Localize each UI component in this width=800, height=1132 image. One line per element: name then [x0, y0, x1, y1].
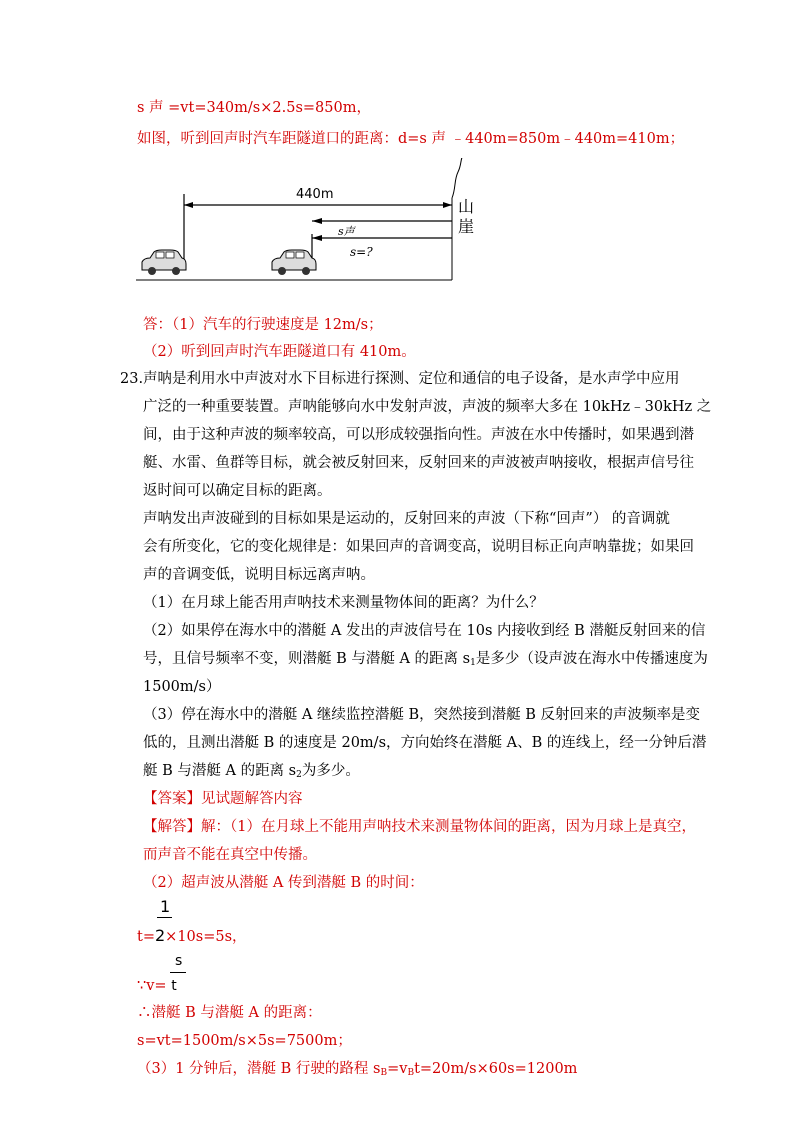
- analysis-line: 而声音不能在真空中传播。: [143, 847, 317, 863]
- answer-1: 答：（1）汽车的行驶速度是 12m/s；: [143, 317, 383, 333]
- q23-text: 声呐发出声波碰到的目标如果是运动的，反射回来的声波（下称“回声”） 的音调就: [143, 511, 670, 527]
- velocity-formula: ∵v= t: [137, 978, 177, 994]
- label-440m: 440m: [296, 187, 334, 202]
- fraction-numerator: s: [175, 953, 183, 969]
- car-icon: [272, 250, 316, 275]
- q23-text: 会有所变化，它的变化规律是：如果回声的音调变高，说明目标正向声呐靠拢；如果回: [143, 539, 694, 555]
- distance-result: s=vt=1500m/s×5s=7500m；: [137, 1033, 352, 1049]
- analysis-line: 【解答】解：（1）在月球上不能用声呐技术来测量物体间的距离，因为月球上是真空，: [143, 819, 696, 835]
- sub-question-3: （3）停在海水中的潜艇 A 继续监控潜艇 B，突然接到潜艇 B 反射回来的声波频率是变: [143, 707, 701, 723]
- analysis-step-3: （3）1 分钟后，潜艇 B 行驶的路程 $s_B=v_Bt=20m/s\times 60s=1200m$: [137, 1061, 578, 1078]
- fraction-bar: [170, 972, 186, 973]
- label-s-sound: s声: [338, 225, 355, 238]
- sub-question-3-cont: 低的，且测出潜艇 B 的速度是 20m/s，方向始终在潜艇 A、B 的连线上，经一分钟后潜: [143, 735, 707, 751]
- sub-question-2-cont: 号，且信号频率不变，则潜艇 B 与潜艇 A 的距离 $s_1$是多少（设声波在海水中传播速度为: [143, 651, 708, 668]
- fraction-numerator: 1: [160, 897, 171, 916]
- q23-text: 返时间可以确定目标的距离。: [143, 483, 332, 499]
- car-icon: [142, 250, 186, 275]
- answer-2: （2）听到回声时汽车距隧道口有 410m。: [143, 344, 416, 360]
- distance-formula: 如图，听到回声时汽车距隧道口的距离：d=s 声 ﹣440m=850m﹣440m=410m；: [137, 131, 685, 147]
- q23-text: 声的音调变低，说明目标远离声呐。: [143, 567, 375, 583]
- cliff-top: [452, 158, 464, 198]
- q23-text: 艇、水雷、鱼群等目标，就会被反射回来，反射回来的声波被声呐接收，根据声信号往: [143, 455, 694, 471]
- q23-text: 间，由于这种声波的频率较高，可以形成较强指向性。声波在水中传播时，如果遇到潜: [143, 427, 694, 443]
- question-number: 23.: [120, 371, 144, 387]
- label-mountain: 山: [458, 197, 475, 216]
- sub-question-3-cont: 艇 B 与潜艇 A 的距离 $s_2$为多少。: [143, 763, 360, 780]
- distance-intro: ∴潜艇 B 与潜艇 A 的距离：: [137, 1005, 322, 1021]
- label-cliff: 崖: [458, 217, 475, 236]
- fraction-bar: [157, 917, 172, 918]
- label-s-unknown: s=?: [350, 245, 373, 259]
- sub-question-1: （1）在月球上能否用声呐技术来测量物体间的距离？为什么？: [143, 595, 544, 611]
- echo-diagram: [136, 158, 496, 298]
- answer-tag: 【答案】见试题解答内容: [143, 791, 303, 807]
- sub-question-2-cont: 1500m/s）: [143, 679, 221, 695]
- q23-text: 声呐是利用水中声波对水下目标进行探测、定位和通信的电子设备，是水声学中应用: [143, 371, 680, 387]
- analysis-step-2: （2）超声波从潜艇 A 传到潜艇 B 的时间：: [143, 875, 424, 891]
- speed-formula: s 声 =vt=340m/s×2.5s=850m，: [137, 100, 371, 116]
- q23-text: 广泛的一种重要装置。声呐能够向水中发射声波，声波的频率大多在 10kHz﹣30kHz 之: [143, 399, 712, 415]
- sub-question-2: （2）如果停在海水中的潜艇 A 发出的声波信号在 10s 内接收到经 B 潜艇反射回来的信: [143, 623, 706, 639]
- time-formula: t=2×10s=5s，: [137, 926, 247, 945]
